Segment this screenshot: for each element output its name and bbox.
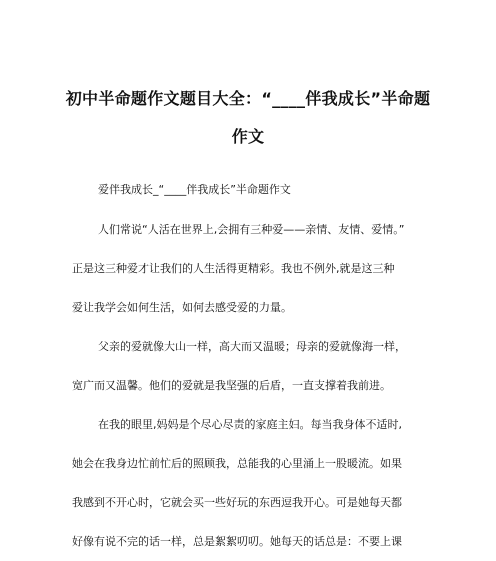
paragraph-1-line-3: 爱让我学会如何生活，如何去感受爱的力量。 — [72, 301, 292, 314]
paragraph-2-line-1: 父亲的爱就像大山一样，高大而又温暖；母亲的爱就像海一样， — [98, 340, 406, 353]
paragraph-1-line-1: 人们常说“人活在世界上,会拥有三种爱——亲情、友情、爱情。” — [98, 223, 405, 236]
paragraph-3-line-2: 她会在我身边忙前忙后的照顾我，总能我的心里涌上一股暖流。如果 — [72, 457, 402, 470]
paragraph-3-line-1: 在我的眼里,妈妈是个尽心尽责的家庭主妇。每当我身体不适时, — [98, 418, 402, 431]
paragraph-3-line-3: 我感到不开心时，它就会买一些好玩的东西逗我开心。可是她每天都 — [72, 496, 402, 509]
paragraph-3-line-4: 好像有说不完的话一样，总是絮絮叨叨。她每天的话总是：不要上课 — [72, 535, 402, 548]
document-title-line1: 初中半命题作文题目大全：“____伴我成长”半命题 — [65, 89, 431, 108]
essay-subtitle: 爱伴我成长_“____伴我成长”半命题作文 — [98, 183, 291, 196]
paragraph-2-line-2: 宽广而又温馨。他们的爱就是我坚强的后盾，一直支撑着我前进。 — [72, 379, 391, 392]
paragraph-1-line-2: 正是这三种爱才让我们的人生活得更精彩。我也不例外,就是这三种 — [72, 262, 395, 275]
document-title-line2: 作文 — [231, 127, 265, 146]
